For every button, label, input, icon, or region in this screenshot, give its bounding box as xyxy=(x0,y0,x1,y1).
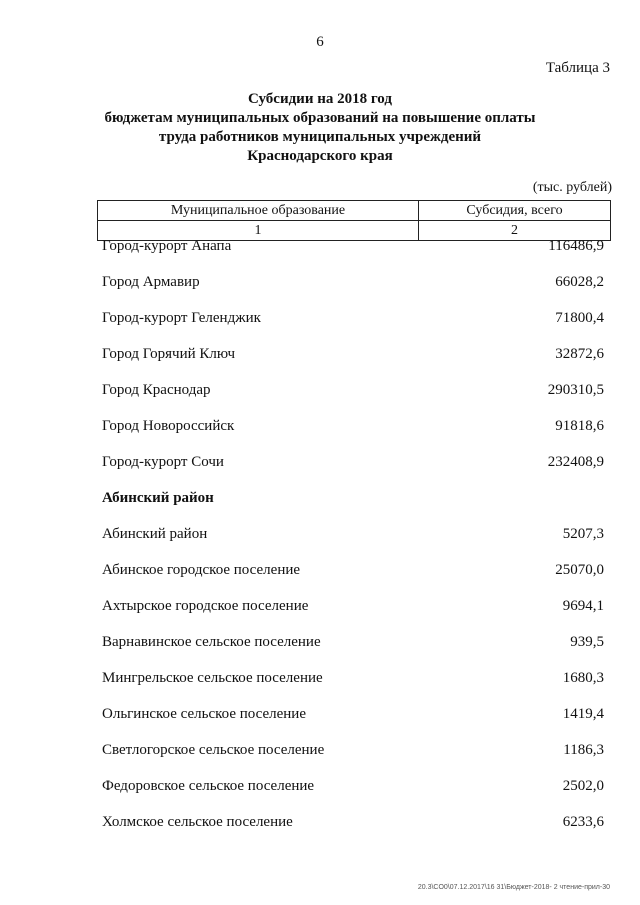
municipality-name: Ольгинское сельское поселение xyxy=(102,706,306,722)
municipality-name: Город-курорт Анапа xyxy=(102,238,232,254)
municipality-name: Ахтырское городское поселение xyxy=(102,598,309,614)
title-line-2: бюджетам муниципальных образований на повышение оплаты xyxy=(104,110,536,126)
header-row xyxy=(98,201,611,221)
municipality-name: Город-курорт Геленджик xyxy=(102,310,261,326)
subsidy-value: 25070,0 xyxy=(555,562,604,578)
subsidy-value: 5207,3 xyxy=(562,526,604,542)
subsidy-value: 6233,6 xyxy=(562,814,604,830)
header-num-2: 2 xyxy=(419,221,611,241)
table-row xyxy=(0,274,640,294)
section-title: Абинский район xyxy=(102,490,214,506)
table-row xyxy=(0,742,640,762)
footer-file-path: 20.3\CO0\07.12.2017\16 31\Бюджет-2018- 2 чтение-прил-30 xyxy=(417,884,610,891)
table-row xyxy=(0,238,640,258)
municipality-name: Город Горячий Ключ xyxy=(102,346,236,362)
municipality-name: Город Армавир xyxy=(102,274,200,290)
municipality-name: Мингрельское сельское поселение xyxy=(102,670,323,686)
table-row xyxy=(0,706,640,726)
subsidy-value: 2502,0 xyxy=(562,778,604,794)
municipality-name: Варнавинское сельское поселение xyxy=(102,634,321,650)
page-number: 6 xyxy=(316,34,324,50)
table-row xyxy=(0,598,640,618)
municipality-name: Федоровское сельское поселение xyxy=(102,778,315,794)
table-row xyxy=(0,814,640,834)
header-num-1: 1 xyxy=(98,221,419,241)
municipality-name: Холмское сельское поселение xyxy=(102,814,293,830)
subsidy-value: 939,5 xyxy=(570,634,604,650)
table-row xyxy=(0,562,640,582)
title-line-3: труда работников муниципальных учреждений xyxy=(158,129,482,145)
municipality-name: Город Новороссийск xyxy=(102,418,235,434)
subsidy-value: 1419,4 xyxy=(562,706,604,722)
subsidy-value: 71800,4 xyxy=(555,310,604,326)
municipality-name: Абинский район xyxy=(102,526,208,542)
table-row xyxy=(0,670,640,690)
municipality-name: Город Краснодар xyxy=(102,382,211,398)
table-row xyxy=(0,454,640,474)
header-municipality: Муниципальное образование xyxy=(98,201,419,221)
subsidy-value: 232408,9 xyxy=(547,454,604,470)
units-label: (тыс. рублей) xyxy=(532,180,612,195)
title-line-1: Субсидии на 2018 год xyxy=(248,91,392,107)
subsidy-value: 91818,6 xyxy=(555,418,604,434)
table-row xyxy=(0,382,640,402)
table-label: Таблица 3 xyxy=(545,60,610,76)
subsidy-value: 116486,9 xyxy=(548,238,604,254)
table-row xyxy=(0,778,640,798)
section-row xyxy=(0,490,640,510)
table-row xyxy=(0,418,640,438)
table-row xyxy=(0,526,640,546)
document-title xyxy=(0,90,640,166)
table-row xyxy=(0,634,640,654)
subsidy-value: 66028,2 xyxy=(555,274,604,290)
subsidy-value: 32872,6 xyxy=(555,346,604,362)
subsidy-value: 1186,3 xyxy=(563,742,604,758)
table-row xyxy=(0,310,640,330)
municipality-name: Город-курорт Сочи xyxy=(102,454,224,470)
municipality-name: Светлогорское сельское поселение xyxy=(102,742,325,758)
table-row xyxy=(0,346,640,366)
table-header xyxy=(97,200,611,241)
subsidy-value: 1680,3 xyxy=(562,670,604,686)
municipality-name: Абинское городское поселение xyxy=(102,562,301,578)
subsidy-value: 290310,5 xyxy=(547,382,604,398)
subsidy-value: 9694,1 xyxy=(562,598,604,614)
title-line-4: Краснодарского края xyxy=(247,148,393,164)
header-subsidy: Субсидия, всего xyxy=(419,201,611,221)
